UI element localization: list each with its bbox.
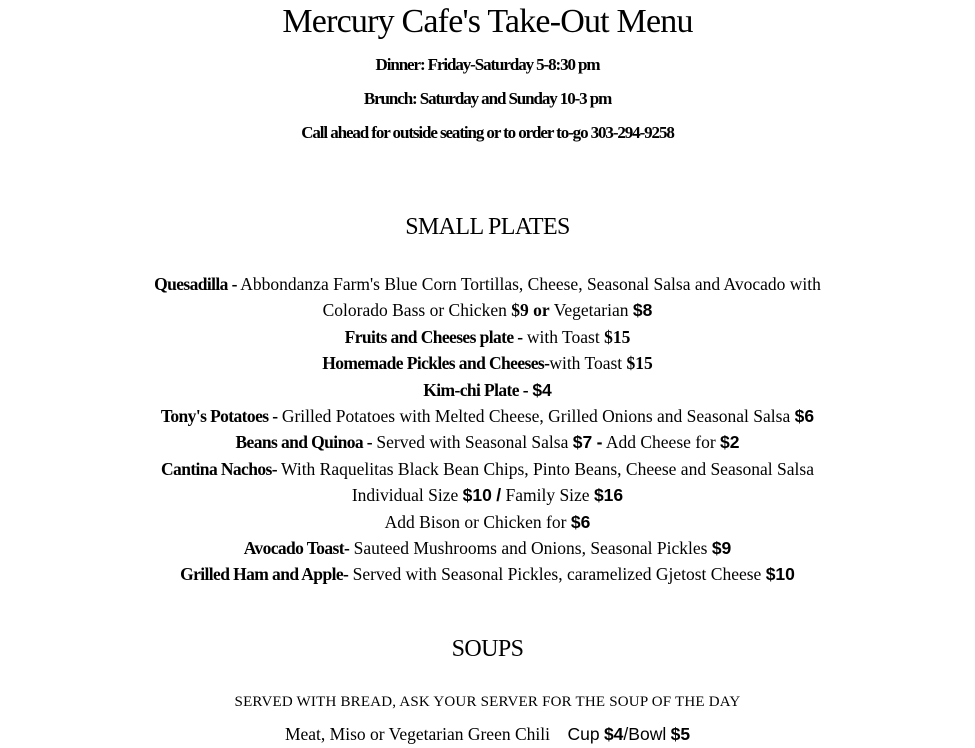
- item-name: Fruits and Cheeses plate -: [344, 326, 523, 347]
- item-description: Colorado Bass or Chicken: [322, 300, 507, 321]
- item-name: Homemade Pickles and Cheeses-: [322, 353, 550, 374]
- menu-item-quesadilla-cont: [0, 297, 975, 323]
- item-price: $9: [711, 538, 732, 559]
- menu-item-tonys-potatoes: [0, 403, 975, 429]
- addon-description: Add Cheese for: [605, 432, 716, 453]
- item-price: $16: [593, 485, 624, 506]
- or-text: or: [533, 300, 550, 321]
- addon-description: Add Bison or Chicken for: [384, 511, 567, 532]
- menu-item-fruits-cheeses: [0, 324, 975, 350]
- menu-item-quesadilla: [0, 271, 975, 297]
- item-name: Grilled Ham and Apple-: [180, 564, 349, 585]
- item-description: with Toast: [549, 353, 623, 374]
- item-price: $9: [511, 300, 529, 321]
- item-description: Grilled Potatoes with Melted Cheese, Grilled Onions and Seasonal Salsa: [281, 406, 791, 427]
- item-price: $15: [626, 353, 653, 374]
- item-description: Abbondanza Farm's Blue Corn Tortillas, Cheese, Seasonal Salsa and Avocado with: [240, 274, 821, 294]
- dinner-hours: Dinner: Friday-Saturday 5-8:30 pm: [375, 55, 600, 74]
- addon-price: $2: [720, 432, 740, 453]
- item-description: Meat, Miso or Vegetarian Green Chili: [284, 724, 550, 744]
- item-price: $10: [765, 564, 795, 585]
- menu-item-cantina-nachos: [0, 456, 975, 482]
- menu-item-avocado-toast: [0, 535, 975, 561]
- brunch-hours: Brunch: Saturday and Sunday 10-3 pm: [363, 89, 612, 108]
- size-label: Individual Size: [351, 485, 459, 506]
- menu-item-grilled-ham-apple: [0, 561, 975, 587]
- item-name: Beans and Quinoa -: [235, 432, 373, 453]
- item-name: Avocado Toast-: [243, 538, 350, 559]
- small-plates-list: [0, 271, 975, 588]
- item-description: Vegetarian: [553, 300, 629, 321]
- item-price: $7: [572, 432, 593, 453]
- bowl-label: /Bowl: [623, 724, 667, 744]
- menu-item-kimchi: [0, 377, 975, 403]
- item-description: Served with Seasonal Pickles, caramelized Gjetost Cheese: [352, 564, 762, 585]
- item-description: Sauteed Mushrooms and Onions, Seasonal Pickles: [353, 538, 708, 559]
- item-name: Cantina Nachos-: [161, 458, 277, 479]
- small-plates-heading: SMALL PLATES: [405, 214, 570, 240]
- menu-item-pickles-cheeses: [0, 350, 975, 376]
- cup-price: $4: [603, 724, 624, 744]
- item-name: Kim-chi Plate -: [423, 379, 528, 400]
- menu-title: Mercury Cafe's Take-Out Menu: [282, 3, 693, 40]
- item-price: $6: [794, 406, 815, 427]
- item-price: $10: [462, 485, 492, 506]
- item-description: with Toast: [526, 326, 600, 347]
- call-ahead-info: Call ahead for outside seating or to order to-go 303-294-9258: [301, 123, 674, 142]
- separator: /: [496, 485, 502, 506]
- addon-price: $6: [570, 511, 591, 532]
- menu-item-nachos-sizes: [0, 482, 975, 508]
- item-description: Served with Seasonal Salsa: [376, 432, 569, 453]
- item-name: Quesadilla -: [154, 274, 237, 294]
- soups-note: SERVED WITH BREAD, ASK YOUR SERVER FOR THE SOUP OF THE DAY: [234, 694, 741, 710]
- item-price: $4: [532, 379, 552, 400]
- item-description: With Raquelitas Black Bean Chips, Pinto Beans, Cheese and Seasonal Salsa: [281, 458, 814, 479]
- item-name: Tony's Potatoes -: [160, 406, 278, 427]
- bowl-price: $5: [670, 724, 691, 744]
- item-price: $8: [632, 300, 653, 321]
- separator: -: [596, 432, 603, 453]
- size-label: Family Size: [505, 485, 590, 506]
- menu-item-beans-quinoa: [0, 429, 975, 455]
- soups-heading: SOUPS: [451, 636, 524, 662]
- item-price: $15: [604, 326, 631, 347]
- cup-label: Cup: [567, 724, 600, 744]
- menu-item-nachos-addon: [0, 509, 975, 535]
- menu-item-soup: [0, 722, 975, 746]
